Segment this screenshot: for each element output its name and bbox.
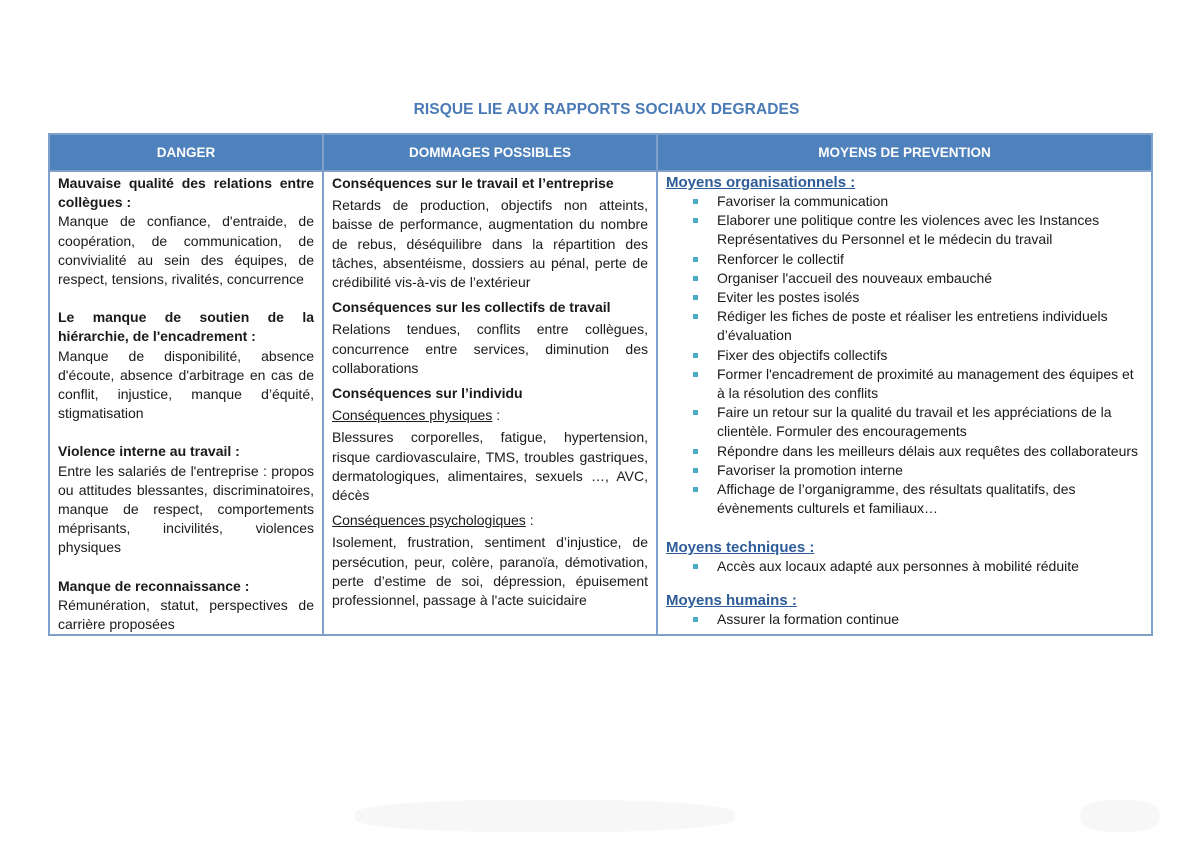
prevention-item [666,288,1143,307]
danger-text: Manque de disponibilité, absence d'écoute, absence d'arbitrage en cas de conflit, injustice, manque d’équité, stigmatisation [58,347,314,422]
consequences-physiques-text: Blessures corporelles, fatigue, hypertension, risque cardiovasculaire, TMS, troubles gastriques, dermatologiques, alimentaires, sexuels …, AVC, décès [332,429,648,504]
danger-heading: Violence interne au travail : [58,443,240,460]
consequences-psycho-colon: : [525,512,534,529]
square-bullet-icon [693,410,698,415]
prevention-item [666,346,1143,365]
consequences-physiques-colon: : [492,407,501,424]
page-title: RISQUE LIE AUX RAPPORTS SOCIAUX DEGRADES [413,101,800,118]
danger-item [58,174,314,289]
prevention-item [666,403,1143,441]
moyens-humains-list [666,610,1143,629]
prevention-cell [657,171,1152,635]
prevention-item [666,480,1143,518]
danger-heading: Mauvaise qualité des relations entre collègues : [58,175,314,211]
square-bullet-icon [693,276,698,281]
square-bullet-icon [693,617,698,622]
table-body-row [49,171,1152,635]
consequences-psycho-text: Isolement, frustration, sentiment d’injustice, de persécution, peur, colère, paranoïa, démotivation, perte d’estime de soi, dépression, épuisement professionnel, passage à l'acte suicidaire [332,534,648,609]
prevention-item-text: Renforcer le collectif [717,250,844,267]
prevention-item [666,192,1143,211]
square-bullet-icon [693,353,698,358]
prevention-item-text: Eviter les postes isolés [717,289,860,306]
prevention-item-text: Favoriser la communication [717,193,889,209]
prevention-item [666,557,1143,576]
risk-table [48,133,1153,636]
moyens-organisationnels-heading: Moyens organisationnels : [666,174,856,191]
prevention-item-text: Faire un retour sur la qualité du travail et les appréciations de la clientèle. Formuler des encouragements [717,404,1112,440]
prevention-item-text: Elaborer une politique contre les violences avec les Instances Représentatives du Personnel et le médecin du travail [717,212,1100,248]
consequences-psycho-label [332,511,648,530]
moyens-techniques-heading: Moyens techniques : [666,539,815,557]
prevention-item-text: Assurer la formation continue [717,610,900,627]
square-bullet-icon [693,295,698,300]
danger-heading: Manque de reconnaissance : [58,577,250,594]
consequences-collectifs-text: Relations tendues, conflits entre collègues, concurrence entre services, diminution des collaborations [332,321,648,376]
square-bullet-icon [693,564,698,569]
consequences-collectifs-heading: Conséquences sur les collectifs de travail [332,299,611,316]
prevention-item [666,269,1143,288]
prevention-item-text: Favoriser la promotion interne [717,461,903,478]
danger-item [58,577,314,635]
danger-heading: Le manque de soutien de la hiérarchie, de l'encadrement : [58,309,314,345]
prevention-item-text: Accès aux locaux adapté aux personnes à mobilité réduite [717,558,1079,575]
danger-text: Rémunération, statut, perspectives de carrière proposées [58,596,314,633]
consequences-travail-heading: Conséquences sur le travail et l’entreprise [332,175,614,191]
moyens-techniques-list [666,557,1143,576]
square-bullet-icon [693,218,698,223]
dommages-cell [323,171,657,635]
header-prevention: MOYENS DE PREVENTION [657,134,1152,171]
prevention-item-text: Fixer des objectifs collectifs [717,346,888,363]
prevention-item [666,365,1143,403]
square-bullet-icon [693,257,698,262]
consequences-psycho-title: Conséquences psychologiques [332,512,526,529]
danger-text: Manque de confiance, d'entraide, de coopération, de communication, de convivialité au sein des équipes, de respect, tensions, rivalités, concurrence [58,213,314,288]
prevention-item [666,610,1143,629]
danger-cell [49,171,323,635]
square-bullet-icon [693,372,698,377]
prevention-item-text: Rédiger les fiches de poste et réaliser les entretiens individuels d’évaluation [717,308,1108,344]
square-bullet-icon [693,314,698,319]
prevention-item [666,307,1143,345]
danger-item [58,442,314,557]
square-bullet-icon [693,468,698,473]
square-bullet-icon [693,199,698,204]
prevention-item-text: Répondre dans les meilleurs délais aux requêtes des collaborateurs [717,442,1139,459]
danger-item [58,308,314,423]
moyens-organisationnels-list [666,192,1143,518]
header-dommages: DOMMAGES POSSIBLES [323,134,657,171]
prevention-item-text: Organiser l'accueil des nouveaux embauché [717,269,993,286]
prevention-item [666,211,1143,249]
consequences-individu-heading: Conséquences sur l’individu [332,385,523,402]
consequences-travail-text: Retards de production, objectifs non atteints, baisse de performance, augmentation du nombre de rebus, déséquilibre dans la répartition des tâches, absentéisme, dossiers au pénal, perte de crédibilité vis-à-vis de l’extérieur [332,197,648,291]
prevention-item [666,461,1143,480]
consequences-physiques-label [332,406,648,425]
prevention-item-text: Affichage de l’organigramme, des résultats qualitatifs, des évènements culturels et familiaux… [717,481,1076,517]
moyens-humains-heading: Moyens humains : [666,591,797,609]
square-bullet-icon [693,449,698,454]
square-bullet-icon [693,487,698,492]
prevention-item [666,250,1143,269]
prevention-item [666,442,1143,461]
header-danger: DANGER [49,134,323,171]
prevention-item-text: Former l'encadrement de proximité au management des équipes et à la résolution des conflits [717,365,1134,402]
consequences-physiques-title: Conséquences physiques [332,407,493,424]
danger-text: Entre les salariés de l'entreprise : propos ou attitudes blessantes, discriminatoires, manque de respect, comportements méprisants, incivilités, violences physiques [58,462,314,556]
table-header-row [49,134,1152,171]
